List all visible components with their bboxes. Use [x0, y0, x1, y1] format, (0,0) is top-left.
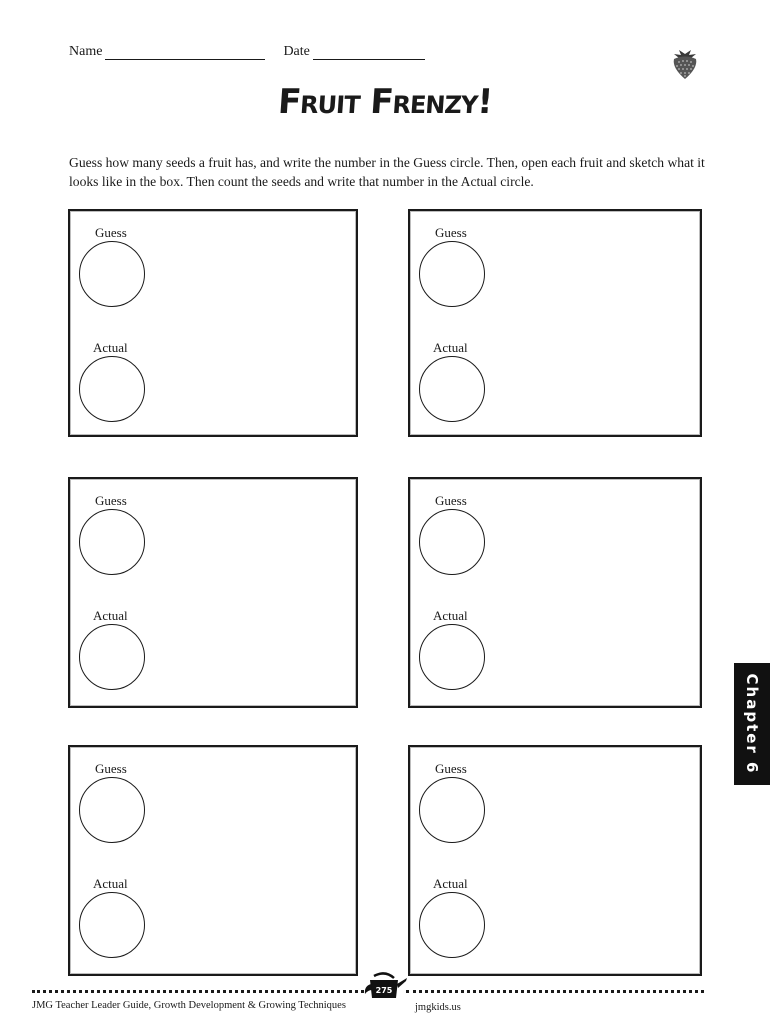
fruit-box-3[interactable] — [68, 477, 358, 708]
guess-label: Guess — [95, 761, 127, 776]
footer-website: jmgkids.us — [415, 1002, 461, 1013]
actual-label: Actual — [433, 876, 468, 891]
actual-label: Actual — [93, 876, 128, 891]
fruit-box-4[interactable] — [408, 477, 702, 708]
guess-label: Guess — [95, 493, 127, 508]
watering-can-icon — [362, 972, 408, 1000]
strawberry-icon — [670, 46, 700, 80]
actual-label: Actual — [433, 608, 468, 623]
guess-circle[interactable] — [419, 241, 485, 307]
name-label: Name — [69, 44, 103, 59]
date-label: Date — [283, 44, 310, 59]
actual-circle[interactable] — [419, 356, 485, 422]
name-field[interactable] — [69, 44, 265, 60]
chapter-tab — [734, 663, 770, 785]
guess-label: Guess — [435, 761, 467, 776]
date-blank-line[interactable] — [313, 47, 425, 60]
actual-circle[interactable] — [419, 892, 485, 958]
guess-circle[interactable] — [79, 777, 145, 843]
actual-label: Actual — [433, 340, 468, 355]
fruit-box-6[interactable] — [408, 745, 702, 976]
guess-label: Guess — [435, 225, 467, 240]
guess-circle[interactable] — [79, 241, 145, 307]
chapter-tab-label: Chapter 6 — [743, 673, 761, 775]
fruit-box-1[interactable] — [68, 209, 358, 437]
guess-label: Guess — [95, 225, 127, 240]
actual-circle[interactable] — [419, 624, 485, 690]
page-number: 275 — [375, 986, 393, 995]
actual-label: Actual — [93, 608, 128, 623]
guess-label: Guess — [435, 493, 467, 508]
footer-book-title: JMG Teacher Leader Guide, Growth Development & Growing Techniques — [32, 1000, 346, 1011]
fruit-box-2[interactable] — [408, 209, 702, 437]
actual-circle[interactable] — [79, 624, 145, 690]
instructions-text: Guess how many seeds a fruit has, and write the number in the Guess circle. Then, open each fruit and sketch what it looks like in the box. Then count the seeds and write that number in the Actual circle. — [69, 155, 705, 189]
footer-divider-left — [32, 990, 364, 996]
page-title: Fruit Frenzy! — [276, 82, 494, 122]
actual-label: Actual — [93, 340, 128, 355]
guess-circle[interactable] — [79, 509, 145, 575]
date-field[interactable] — [283, 44, 424, 60]
guess-circle[interactable] — [419, 509, 485, 575]
fruit-box-5[interactable] — [68, 745, 358, 976]
footer-divider-right — [406, 990, 704, 996]
guess-circle[interactable] — [419, 777, 485, 843]
actual-circle[interactable] — [79, 892, 145, 958]
actual-circle[interactable] — [79, 356, 145, 422]
name-blank-line[interactable] — [105, 47, 265, 60]
header-fields — [69, 44, 425, 60]
